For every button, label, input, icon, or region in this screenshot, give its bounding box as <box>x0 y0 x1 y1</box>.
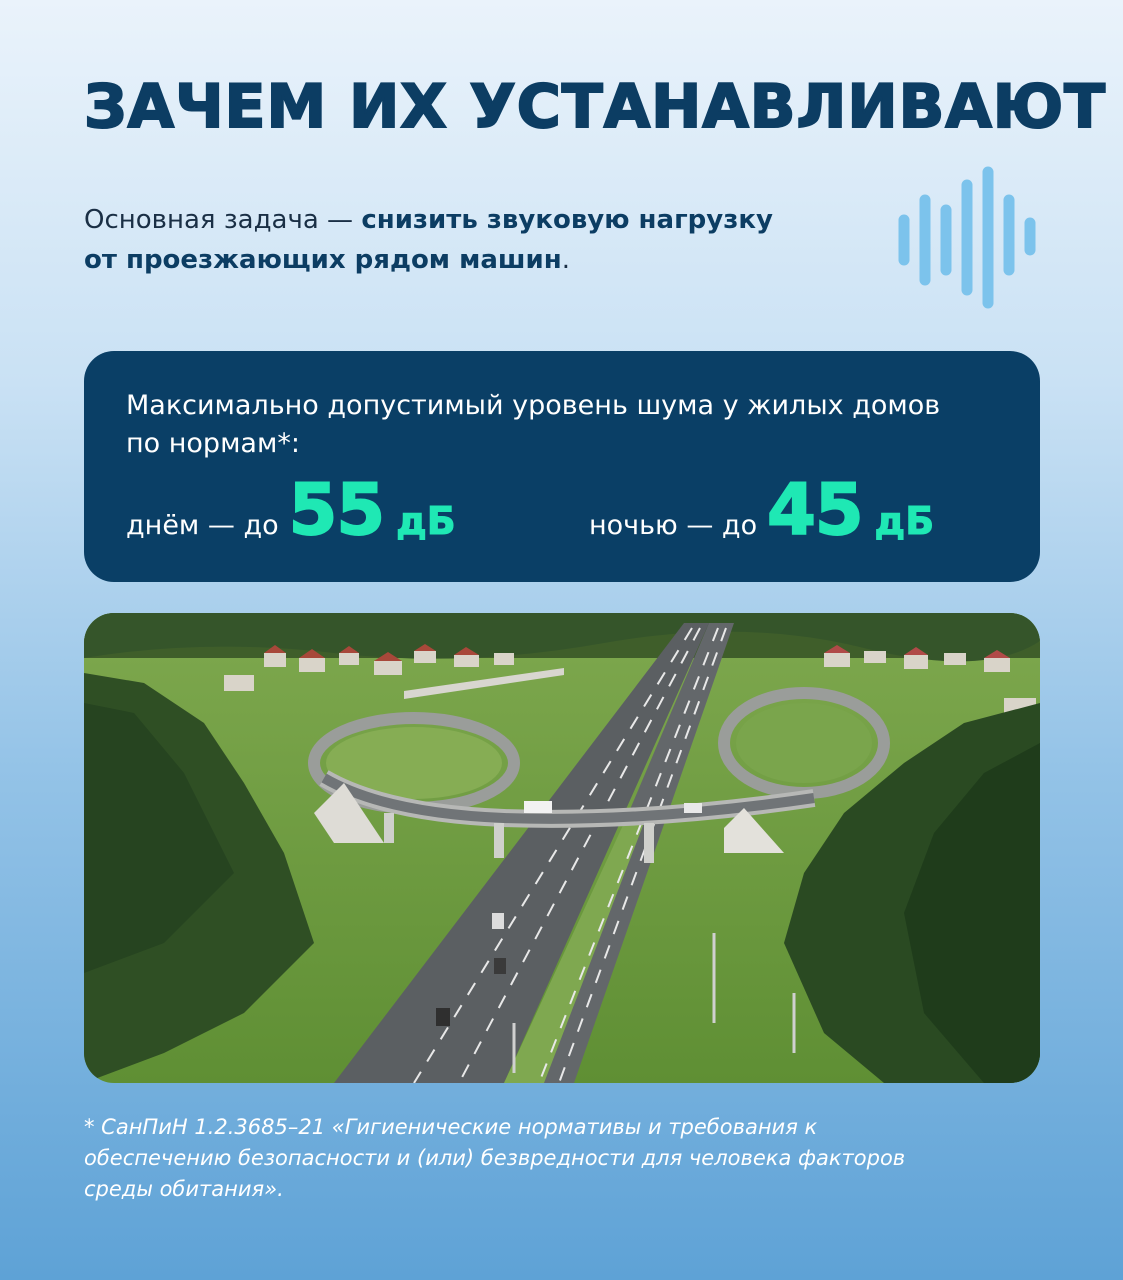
highway-interchange-photo <box>84 613 1040 1083</box>
day-norm <box>126 469 456 551</box>
day-norm-label: днём — до <box>126 510 279 541</box>
intro-suffix: . <box>561 245 570 275</box>
page-title: ЗАЧЕМ ИХ УСТАНАВЛИВАЮТ <box>84 72 1107 142</box>
footnote: * СанПиН 1.2.3685–21 «Гигиенические нормативы и требования к обеспечению безопасности и (или) безвредности для человека факторов среды обитания». <box>84 1115 906 1201</box>
norms-description: Максимально допустимый уровень шума у жилых домов по нормам*: <box>126 390 941 459</box>
night-norm-unit: дБ <box>874 499 935 543</box>
intro-bold-2: от проезжающих рядом машин <box>84 245 562 275</box>
day-norm-unit: дБ <box>396 499 456 543</box>
intro-bold-1: снизить звуковую нагрузку <box>361 205 773 235</box>
sound-wave-icon <box>895 165 1045 310</box>
night-norm <box>589 469 934 551</box>
noise-norms-card <box>84 351 1040 582</box>
intro-text <box>84 200 884 280</box>
intro-prefix: Основная задача — <box>84 205 362 235</box>
night-norm-label: ночью — до <box>589 510 758 541</box>
night-norm-value: 45 <box>767 469 863 551</box>
day-norm-value: 55 <box>288 469 385 551</box>
